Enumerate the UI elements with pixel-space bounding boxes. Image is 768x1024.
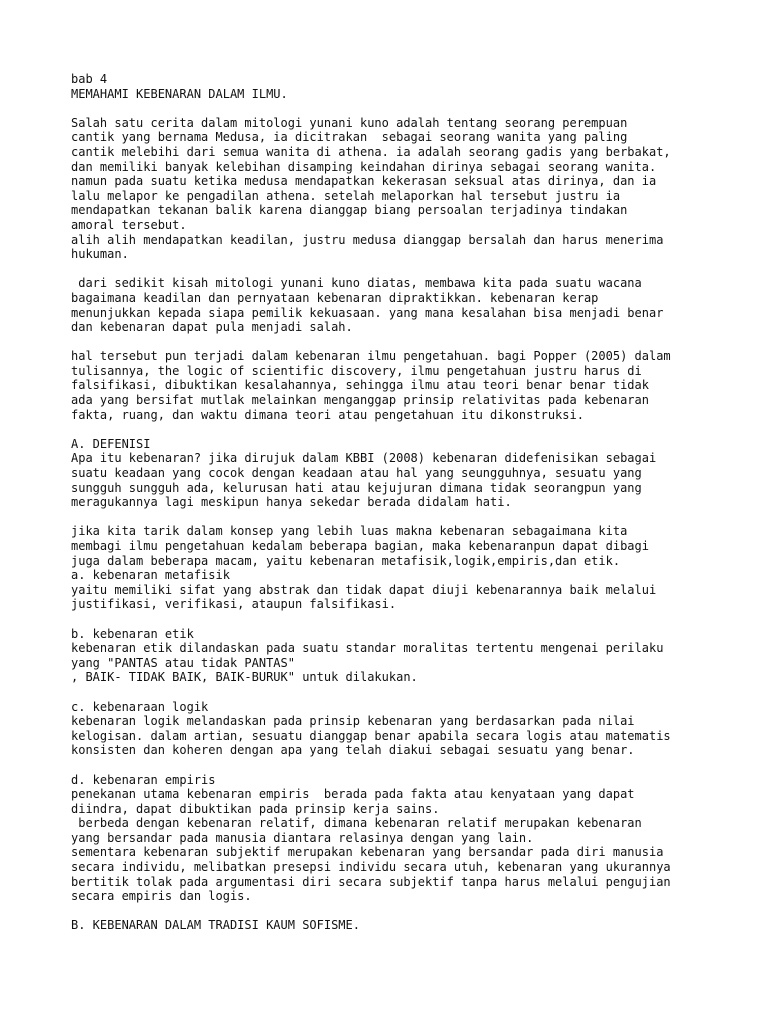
text-line: membagi ilmu pengetahuan kedalam beberapa bagian, maka kebenaranpun dapat dibagi [71, 539, 649, 553]
blank-line [71, 262, 761, 277]
text-line: yaitu memiliki sifat yang abstrak dan tidak dapat diuji kebenarannya baik melalui [71, 582, 657, 597]
text-line: suatu keadaan yang cocok dengan keadaan atau hal yang seungguhnya, sesuatu yang [71, 466, 642, 481]
text-line: c. kebenaraan logik [71, 699, 209, 714]
blank-line [71, 904, 761, 919]
text-line: hukuman. [71, 247, 129, 262]
text-line: , BAIK- TIDAK BAIK, BAIK-BURUK" untuk dilakukan. [71, 670, 418, 685]
text-line: dan kebenaran dapat pula menjadi salah. [71, 320, 353, 335]
text-line: penekanan utama kebenaran empiris berada pada fakta atau kenyataan yang dapat [71, 787, 635, 802]
text-line: diindra, dapat dibuktikan pada prinsip kerja sains. [71, 801, 440, 816]
text-line: bab 4 [71, 72, 108, 86]
blank-line [71, 612, 761, 627]
text-line: hal tersebut pun terjadi dalam kebenaran ilmu pengetahuan. bagi Popper (2005) dalam [71, 349, 671, 364]
text-line: B. KEBENARAN DALAM TRADISI KAUM SOFISME. [71, 918, 360, 933]
text-line: cantik yang bernama Medusa, ia dicitrakan sebagai seorang wanita yang paling [71, 130, 628, 145]
text-line: namun pada suatu ketika medusa mendapatkan kekerasan seksual atas dirinya, dan ia [71, 174, 657, 189]
text-line: yang "PANTAS atau tidak PANTAS" [71, 655, 295, 670]
text-line: b. kebenaran etik [71, 626, 194, 641]
text-line: secara individu, melibatkan presepsi individu secara utuh, kebenaran yang ukurannya [71, 860, 671, 875]
text-line: mendapatkan tekanan balik karena dianggap biang persoalan terjadinya tindakan [71, 203, 628, 218]
text-line: kebenaran logik melandaskan pada prinsip kebenaran yang berdasarkan pada nilai [71, 714, 635, 729]
text-line: Apa itu kebenaran? jika dirujuk dalam KBBI (2008) kebenaran didefenisikan sebagai [71, 451, 657, 466]
text-line: a. kebenaran metafisik [71, 568, 230, 583]
text-line: bagaimana keadilan dan pernyataan kebenaran dipraktikkan. kebenaran kerap [71, 290, 599, 305]
text-line: kebenaran etik dilandaskan pada suatu standar moralitas tertentu mengenai perilaku [71, 641, 664, 656]
text-line: A. DEFENISI [71, 436, 151, 451]
text-line: menunjukkan kepada siapa pemilik kekuasaan. yang mana kesalahan bisa menjadi benar [71, 305, 664, 320]
blank-line [71, 758, 761, 773]
text-line: alih alih mendapatkan keadilan, justru medusa dianggap bersalah dan harus menerima [71, 232, 664, 247]
text-line: cantik melebihi dari semua wanita di athena. ia adalah seorang gadis yang berbakat, [71, 144, 671, 159]
text-line: meragukannya lagi meskipun hanya sekedar berada didalam hati. [71, 495, 512, 510]
text-line: Salah satu cerita dalam mitologi yunani kuno adalah tentang seorang perempuan [71, 115, 628, 130]
text-line: dan memiliki banyak kelebihan disamping keindahan dirinya sebagai seorang wanita. [71, 159, 657, 174]
text-line: tulisannya, the logic of scientific discovery, ilmu pengetahuan justru harus di [71, 363, 642, 378]
text-line: sementara kebenaran subjektif merupakan kebenaran yang bersandar pada diri manusia [71, 845, 664, 860]
text-line: lalu melapor ke pengadilan athena. setelah melaporkan hal tersebut justru ia [71, 188, 621, 203]
text-line: kelogisan. dalam artian, sesuatu dianggap benar apabila secara logis atau matematis [71, 728, 671, 743]
text-line: ada yang bersifat mutlak melainkan menganggap prinsip relativitas pada kebenaran [71, 393, 649, 408]
text-line: fakta, ruang, dan waktu dimana teori atau pengetahuan itu dikonstruksi. [71, 407, 584, 422]
blank-line [71, 101, 761, 116]
text-line: juga dalam beberapa macam, yaitu kebenaran metafisik,logik,empiris,dan etik. [71, 553, 621, 568]
text-line: konsisten dan koheren dengan apa yang telah diakui sebagai sesuatu yang benar. [71, 743, 635, 758]
text-line: jika kita tarik dalam konsep yang lebih luas makna kebenaran sebagaimana kita [71, 524, 628, 539]
blank-line [71, 685, 761, 700]
text-line: yang bersandar pada manusia diantara relasinya dengan yang lain. [71, 830, 534, 845]
text-line: sungguh sungguh ada, kelurusan hati atau kejujuran dimana tidak seorangpun yang [71, 480, 642, 495]
text-line: d. kebenaran empiris [71, 772, 216, 787]
text-line: amoral tersebut. [71, 217, 187, 232]
blank-line [71, 422, 761, 437]
document-text [71, 72, 761, 933]
text-line: berbeda dengan kebenaran relatif, dimana kebenaran relatif merupakan kebenaran [71, 816, 642, 831]
blank-line [71, 335, 761, 350]
text-line: secara empiris dan logis. [71, 889, 252, 904]
text-line: dari sedikit kisah mitologi yunani kuno diatas, membawa kita pada suatu wacana [71, 276, 642, 291]
text-line: MEMAHAMI KEBENARAN DALAM ILMU. [71, 86, 288, 101]
blank-line [71, 510, 761, 525]
text-line: bertitik tolak pada argumentasi diri secara subjektif tanpa harus melalui pengujian [71, 874, 671, 889]
text-line: falsifikasi, dibuktikan kesalahannya, sehingga ilmu atau teori benar benar tidak [71, 378, 649, 393]
text-line: justifikasi, verifikasi, ataupun falsifikasi. [71, 597, 397, 612]
